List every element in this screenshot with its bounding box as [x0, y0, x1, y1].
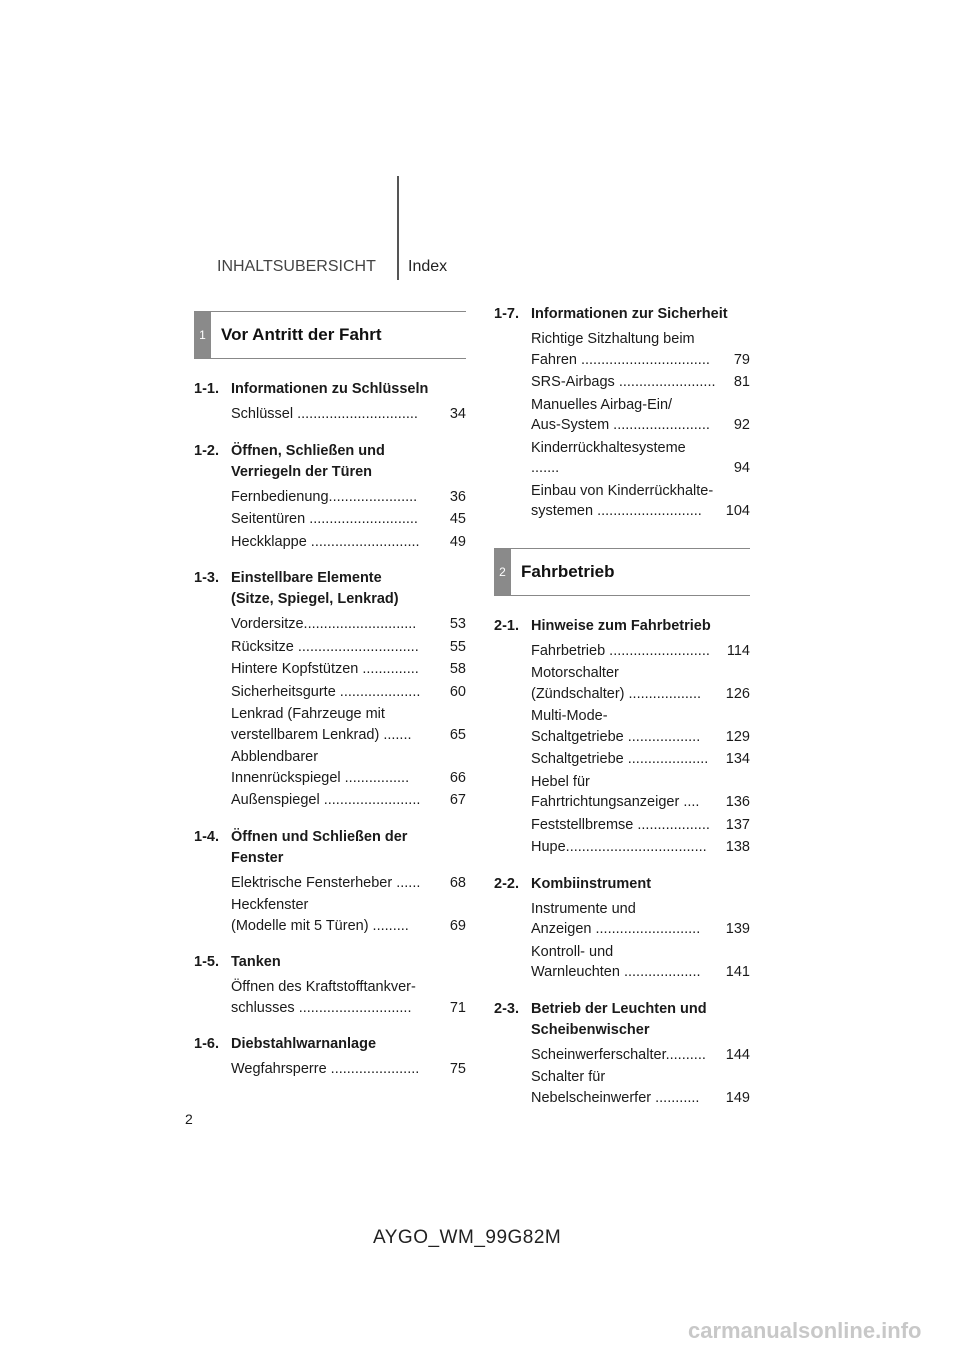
toc-group-heading[interactable]: [194, 952, 466, 973]
toc-entry[interactable]: [531, 749, 750, 770]
toc-group: [194, 568, 466, 811]
toc-entry-page: 65: [449, 726, 466, 743]
toc-group-heading[interactable]: [194, 568, 466, 610]
toc-group-heading[interactable]: [194, 379, 466, 400]
right-column: [494, 304, 750, 1124]
toc-entry[interactable]: [531, 663, 750, 704]
toc-entry-text: Sicherheitsgurte ....................: [231, 683, 421, 700]
toc-group-title: Kombiinstrument: [531, 875, 652, 892]
toc-group: [494, 304, 750, 522]
toc-entry[interactable]: [231, 404, 466, 425]
toc-entry-text: Heckklappe ...........................: [231, 533, 420, 550]
toc-entry-text: Rücksitze ..............................: [231, 638, 419, 655]
toc-group-title: Diebstahlwarnanlage: [231, 1036, 377, 1052]
toc-entry-text: Kontroll- und Warnleuchten ...................: [531, 943, 701, 980]
toc-entry-page: 126: [725, 685, 750, 702]
toc-group-number: 1-4.: [194, 828, 219, 845]
toc-entry-text: Elektrische Fensterheber ......: [231, 874, 421, 891]
toc-entry-text: Fahrbetrieb .........................: [531, 642, 710, 659]
toc-entry[interactable]: [231, 873, 466, 894]
toc-group-heading[interactable]: [494, 616, 750, 637]
toc-entry-page: 138: [725, 839, 750, 855]
toc-entry[interactable]: [531, 1045, 750, 1066]
toc-group: [494, 616, 750, 858]
toc-entry-page: 55: [449, 638, 466, 655]
toc-entry-text: Scheinwerferschalter..........: [531, 1046, 706, 1063]
toc-entry-page: 94: [733, 460, 750, 476]
toc-entry[interactable]: [531, 372, 750, 393]
toc-entry[interactable]: [531, 641, 750, 662]
toc-entry-page: 114: [726, 642, 750, 659]
toc-entry[interactable]: [231, 1059, 466, 1080]
toc-entry-text: Vordersitze............................: [231, 616, 417, 632]
toc-entry[interactable]: [531, 815, 750, 836]
section-header[interactable]: [194, 311, 466, 359]
toc-entry[interactable]: [231, 790, 466, 811]
toc-entry[interactable]: [531, 481, 750, 522]
toc-group: [194, 827, 466, 937]
toc-group-title: Öffnen und Schließen der Fenster: [231, 828, 408, 866]
toc-entry-text: Hintere Kopfstützen ..............: [231, 661, 419, 677]
toc-entry-page: 104: [725, 503, 750, 519]
toc-entry-page: 69: [449, 917, 466, 934]
toc-entry-page: 149: [725, 1089, 750, 1106]
section-number-tab: 1: [194, 312, 211, 358]
toc-entry[interactable]: [231, 532, 466, 553]
toc-entry-text: Schlüssel ..............................: [231, 406, 418, 422]
toc-entry[interactable]: [531, 899, 750, 940]
toc-entry-page: 36: [449, 488, 466, 505]
toc-entry-text: Multi-Mode- Schaltgetriebe ..................: [531, 708, 701, 745]
toc-entry-text: Einbau von Kinderrückhalte- systemen ..........................: [531, 482, 714, 519]
toc-entry[interactable]: [231, 637, 466, 658]
toc-entry[interactable]: [231, 747, 466, 788]
toc-entry[interactable]: [231, 977, 466, 1018]
toc-group-heading[interactable]: [494, 874, 750, 895]
toc-entry-text: Kinderrückhaltesysteme .......: [531, 439, 686, 476]
toc-group-heading[interactable]: [194, 827, 466, 869]
toc-entry-page: 67: [449, 792, 466, 808]
toc-group-title: Hinweise zum Fahrbetrieb: [531, 617, 711, 634]
toc-group-heading[interactable]: [494, 304, 750, 325]
toc-entry[interactable]: [531, 395, 750, 436]
toc-group: [494, 999, 750, 1109]
toc-entry-text: Wegfahrsperre ......................: [231, 1061, 420, 1077]
toc-entry-page: 71: [449, 999, 466, 1016]
section-header[interactable]: [494, 548, 750, 596]
section-title: Vor Antritt der Fahrt: [221, 325, 382, 344]
toc-group-number: 1-1.: [194, 381, 219, 397]
toc-group-title: Einstellbare Elemente (Sitze, Spiegel, Lenkrad): [231, 570, 399, 607]
toc-entry[interactable]: [231, 659, 466, 680]
toc-entry-page: 60: [449, 683, 466, 700]
toc-entry[interactable]: [231, 682, 466, 703]
toc-entry-page: 66: [449, 769, 466, 786]
toc-group: [194, 1034, 466, 1080]
toc-group-heading[interactable]: [194, 441, 466, 483]
toc-group: [194, 952, 466, 1018]
toc-group-heading[interactable]: [494, 999, 750, 1041]
toc-entry-text: Manuelles Airbag-Ein/ Aus-System ........................: [531, 396, 710, 433]
tab-index[interactable]: Index: [408, 258, 448, 275]
toc-entry-page: 136: [725, 794, 750, 810]
toc-group-title: Öffnen, Schließen und Verriegeln der Türen: [231, 442, 385, 480]
document-code: AYGO_WM_99G82M: [373, 1227, 562, 1248]
toc-entry-page: 79: [733, 351, 750, 368]
toc-entry-page: 81: [733, 374, 750, 390]
toc-entry-page: 68: [449, 874, 466, 891]
toc-entry[interactable]: [531, 942, 750, 983]
toc-entry-text: Abblendbarer Innenrückspiegel ................: [231, 749, 410, 786]
toc-entry-text: SRS-Airbags ........................: [531, 374, 716, 390]
toc-entry[interactable]: [231, 509, 466, 530]
toc-entry-text: Öffnen des Kraftstofftankver- schlusses ............................: [231, 979, 416, 1016]
toc-entry-text: Motorschalter (Zündschalter) ..................: [531, 665, 702, 702]
toc-entry[interactable]: [531, 772, 750, 813]
toc-entry-text: Instrumente und Anzeigen ..........................: [531, 900, 701, 937]
toc-entry[interactable]: [231, 614, 466, 635]
toc-entry[interactable]: [231, 895, 466, 936]
toc-entry-page: 139: [725, 921, 750, 937]
toc-group: [494, 874, 750, 983]
toc-entry-page: 53: [449, 616, 466, 632]
toc-entry[interactable]: [531, 837, 750, 858]
toc-entry-text: Schalter für Nebelscheinwerfer ...........: [531, 1069, 700, 1106]
toc-entry[interactable]: [231, 704, 466, 745]
toc-entry-text: Lenkrad (Fahrzeuge mit verstellbarem Lenkrad) .......: [231, 706, 412, 743]
toc-entry-page: 75: [449, 1061, 466, 1077]
page-number: 2: [185, 1111, 193, 1127]
toc-group-number: 1-5.: [194, 954, 219, 970]
section-title: Fahrbetrieb: [521, 561, 615, 581]
toc-group-number: 1-7.: [494, 306, 519, 322]
toc-group-title: Betrieb der Leuchten und Scheibenwischer: [531, 1000, 707, 1038]
section-number-tab: 2: [494, 549, 511, 595]
toc-entry-text: Schaltgetriebe ....................: [531, 751, 709, 767]
toc-entry-page: 129: [725, 728, 750, 745]
toc-entry-page: 141: [725, 964, 750, 980]
tab-contents[interactable]: INHALTSUBERSICHT: [217, 258, 376, 275]
toc-entry[interactable]: [531, 706, 750, 747]
toc-group-number: 1-3.: [194, 570, 219, 586]
toc-entry-page: 34: [449, 406, 466, 422]
toc-entry-text: Seitentüren ...........................: [231, 511, 418, 527]
toc-entry-page: 58: [449, 661, 466, 677]
tab-divider: [397, 176, 399, 280]
toc-group-number: 1-6.: [194, 1036, 219, 1052]
toc-entry-page: 45: [449, 511, 466, 527]
toc-entry-text: Heckfenster (Modelle mit 5 Türen) .........: [231, 897, 409, 934]
toc-entry[interactable]: [531, 1067, 750, 1108]
toc-group: [194, 441, 466, 553]
toc-group-title: Informationen zur Sicherheit: [531, 306, 728, 322]
left-column: [194, 311, 466, 1096]
toc-entry[interactable]: [531, 329, 750, 370]
toc-group-title: Tanken: [231, 954, 281, 970]
toc-group: [194, 379, 466, 425]
toc-entry-page: 49: [449, 533, 466, 550]
toc-entry-page: 92: [733, 417, 750, 433]
toc-group-number: 1-2.: [194, 442, 219, 459]
toc-entry-text: Außenspiegel ........................: [231, 792, 421, 808]
toc-entry[interactable]: [231, 487, 466, 508]
toc-entry-page: 134: [725, 751, 750, 767]
toc-entry-text: Feststellbremse ..................: [531, 816, 710, 833]
toc-group-title: Informationen zu Schlüsseln: [231, 381, 429, 397]
toc-group-number: 2-2.: [494, 875, 519, 892]
toc-entry-text: Richtige Sitzhaltung beim Fahren ................................: [531, 331, 710, 368]
toc-group-number: 2-3.: [494, 1000, 519, 1017]
toc-group-heading[interactable]: [194, 1034, 466, 1055]
toc-entry-text: Fernbedienung......................: [231, 488, 418, 505]
toc-entry-text: Hebel für Fahrtrichtungsanzeiger ....: [531, 773, 700, 810]
toc-entry-text: Hupe...................................: [531, 839, 707, 855]
toc-entry-page: 144: [725, 1046, 750, 1063]
toc-group-number: 2-1.: [494, 617, 519, 634]
toc-entry[interactable]: [531, 438, 750, 479]
watermark: carmanualsonline.info: [688, 1318, 922, 1343]
toc-entry-page: 137: [725, 816, 750, 833]
